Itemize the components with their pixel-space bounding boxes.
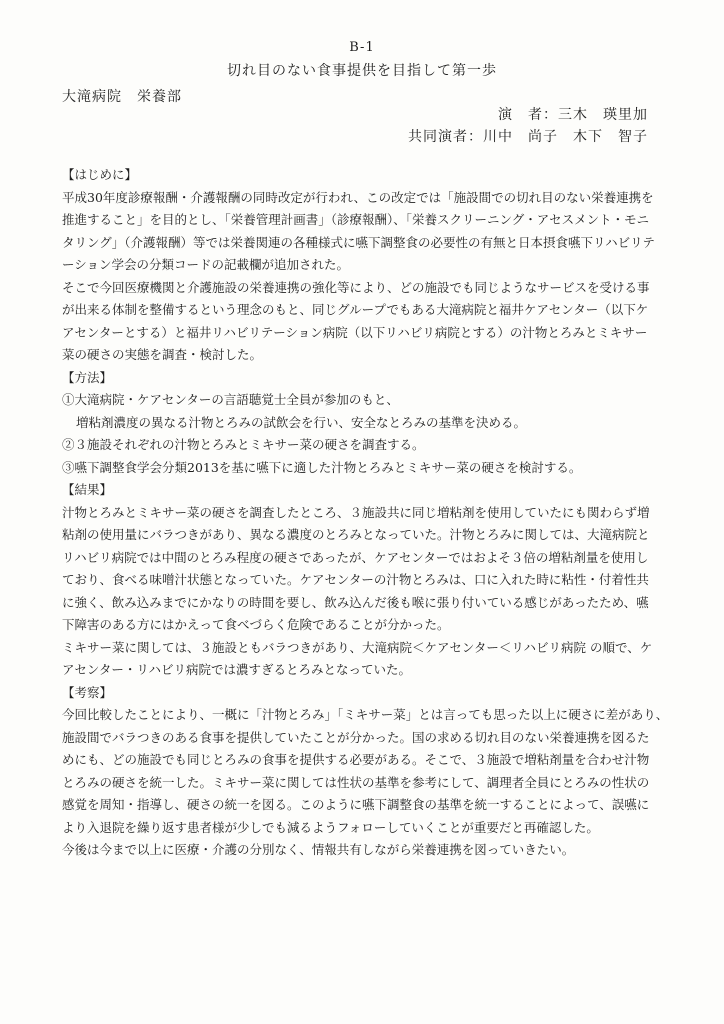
text-line: アセンターとする）と福井リハビリテーション病院（以下リハビリ病院とする）の汁物とろみとミキサー	[62, 324, 648, 340]
presenter-line: 演 者：三木 瑛里加	[498, 107, 648, 123]
text-line: そこで今回医療機関と介護施設の栄養連携の強化等により、どの施設でも同じようなサービスを受ける事	[62, 279, 650, 295]
text-line: 感覚を周知・指導し、硬さの統一を図る。このように嚥下調整食の基準を統一することによって、誤嚥に	[62, 797, 650, 812]
department-name: 大滝病院 栄養部	[62, 89, 182, 105]
text-line: 推進すること」を目的とし、「栄養管理計画書」（診療報酬）、「栄養スクリーニング・アセスメント・モニ	[62, 212, 650, 227]
text-line: 平成30年度診療報酬・介護報酬の同時改定が行われ、この改定では「施設間での切れ目のない栄養連携を	[62, 189, 654, 205]
text-line: 今後は今まで以上に医療・介護の分別なく、情報共有しながら栄養連携を図っていきたい。	[62, 842, 575, 857]
text-line: タリング」（介護報酬）等では栄養関連の各種様式に嚥下調整食の必要性の有無と日本摂食嚥下リハビリテ	[62, 234, 655, 250]
section-heading-results: 【結果】	[62, 482, 113, 497]
method-item-2: ②３施設それぞれの汁物とろみとミキサー菜の硬さを調査する。	[62, 437, 425, 452]
text-line: 汁物とろみとミキサー菜の硬さを調査したところ、３施設共に同じ増粘剤を使用していたにも関わらず増	[62, 504, 650, 520]
text-line: 粘剤の使用量にバラつきがあり、異なる濃度のとろみとなっていた。汁物とろみに関しては、大滝病院と	[62, 527, 650, 542]
text-line: 下障害のある方にはかえって食べづらく危険であることが分かった。	[62, 617, 450, 632]
text-line: に強く、飲み込みまでにかなりの時間を要し、飲み込んだ後も喉に張り付いている感じがあったため、嚥	[62, 594, 649, 610]
method-item-3: ③嚥下調整食学会分類2013を基に嚥下に適した汁物とろみとミキサー菜の硬さを検討する。	[62, 459, 582, 475]
text-line: より入退院を繰り返す患者様が少しでも減るようフォローしていくことが重要だと再確認した。	[62, 819, 599, 835]
co-presenter-line: 共同演者：川中 尚子 木下 智子	[408, 129, 648, 145]
text-line: とろみの硬さを統一した。ミキサー菜に関しては性状の基準を参考にして、調理者全員にとろみの性状の	[62, 774, 650, 790]
section-heading-method: 【方法】	[62, 369, 113, 385]
text-line: ミキサー菜に関しては、３施設ともバラつきがあり、大滝病院＜ケアセンター＜リハビリ病院 の順で、ケ	[62, 639, 653, 655]
text-line: 施設間でバラつきのある食事を提供していたことが分かった。国の求める切れ目のない栄養連携を図るた	[62, 729, 650, 745]
text-line: ており、食べる味噌汁状態となっていた。ケアセンターの汁物とろみは、口に入れた時に粘性・付着性共	[62, 572, 649, 587]
text-line: 菜の硬さの実態を調査・検討した。	[62, 347, 263, 362]
method-item-1-detail: 増粘剤濃度の異なる汁物とろみの試飲会を行い、安全なとろみの基準を決める。	[76, 414, 527, 430]
text-line: 今回比較したことにより、一概に「汁物とろみ」「ミキサー菜」とは言っても思った以上に硬さに差があり、	[62, 707, 669, 722]
text-line: アセンター・リハビリ病院では濃すぎるとろみとなっていた。	[62, 662, 412, 677]
text-line: ーション学会の分類コードの記載欄が追加された。	[62, 257, 350, 272]
abstract-body	[62, 164, 692, 862]
section-heading-discussion: 【考察】	[62, 684, 113, 700]
text-line: めにも、どの施設でも同じとろみの食事を提供する必要がある。そこで、３施設で増粘剤量を合わせ汁物	[62, 752, 650, 767]
method-item-1: ①大滝病院・ケアセンターの言語聴覚士全員が参加のもと、	[62, 392, 399, 407]
abstract-code: B-1	[349, 40, 375, 55]
abstract-title: 切れ目のない食事提供を目指して第一歩	[227, 63, 497, 79]
text-line: が出来る体制を整備するという理念のもと、同じグループでもある大滝病院と福井ケアセンター（以下ケ	[62, 302, 649, 317]
text-line: リハビリ病院では中間のとろみ程度の硬さであったが、ケアセンターではおよそ３倍の増粘剤量を使用し	[62, 549, 649, 565]
section-heading-intro: 【はじめに】	[62, 167, 138, 182]
